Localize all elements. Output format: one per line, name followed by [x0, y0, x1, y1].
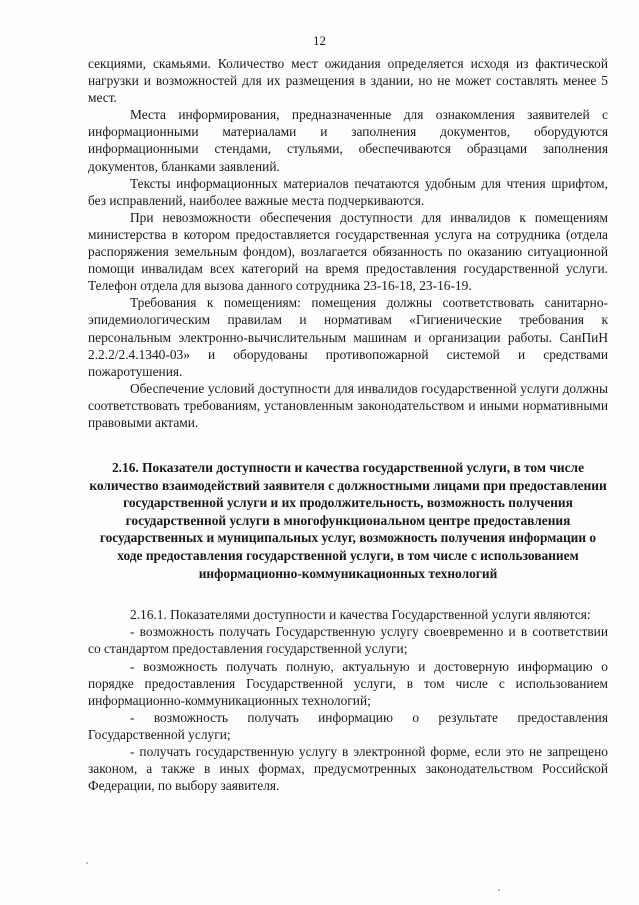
paragraph-info-places: Места информирования, предназначенные для ознакомления заявителей с информационными материалами и заполнения документов, оборудуются информационными стендами, стульями, обеспечиваются образцами заполнения документов, бланками заявлений.: [88, 107, 608, 174]
section-heading-2-16: 2.16. Показатели доступности и качества государственной услуги, в том числе количество взаимодействий заявителя с должностными лицами при предоставлении государственной услуги и их продолжительность, возможность получения государственной услуги в многофункциональном центре предоставления государственных и муниципальных услуг, возможность получения информации о ходе предоставления государственной услуги, в том числе с использованием информационно-коммуникационных технологий: [89, 460, 607, 581]
scan-speck: [498, 889, 500, 891]
paragraph-room-requirements: Требования к помещениям: помещения должны соответствовать санитарно-эпидемиологическим правилам и нормативам «Гигиенические требования к персональным электронно-вычислительным машинам и организации работы. СанПиН 2.2.2/2.4.1340-03» и оборудованы противопожарной системой и средствами пожаротушения.: [88, 295, 608, 379]
list-item-electronic-form: - получать государственную услугу в электронной форме, если это не запрещено законом, а также в иных формах, предусмотренных законодательством Российской Федерации, по выбору заявителя.: [88, 743, 608, 794]
page-number: 12: [313, 33, 326, 48]
paragraph-disabled-access: При невозможности обеспечения доступности для инвалидов к помещениям министерства в котором предоставляется государственная услуга на сотрудника (отдела распоряжения земельным фондом), возлагается обязанность по оказанию ситуационной помощи инвалидам всех категорий на время предоставления государственной услуги. Телефон отдела для вызова данного сотрудника 23-16-18, 23-16-19.: [88, 209, 608, 294]
list-item-timely-service: - возможность получать Государственную услугу своевременно и в соответствии со стандартом предоставления государственной услуги;: [88, 624, 608, 657]
paragraph-2-16-1: 2.16.1. Показателями доступности и качества Государственной услуги являются:: [130, 607, 591, 623]
paragraph-waiting-places: секциями, скамьями. Количество мест ожидания определяется исходя из фактической нагрузки и возможностей для их размещения в здании, но не может составлять менее 5 мест.: [88, 56, 608, 106]
paragraph-info-texts: Тексты информационных материалов печатаются удобным для чтения шрифтом, без исправлений, наиболее важные места подчеркиваются.: [88, 175, 608, 208]
list-item-result-information: - возможность получать информацию о результате предоставления Государственной услуги;: [88, 709, 608, 742]
scan-speck: [86, 862, 88, 864]
document-body: [88, 55, 608, 794]
list-item-full-information: - возможность получать полную, актуальную и достоверную информацию о порядке предоставления Государственной услуги, в том числе с использованием информационно-коммуникационных технологий;: [88, 658, 608, 708]
paragraph-accessibility-conditions: Обеспечение условий доступности для инвалидов государственной услуги должны соответствовать требованиям, установленным законодательством и иными нормативными правовыми актами.: [88, 380, 608, 430]
